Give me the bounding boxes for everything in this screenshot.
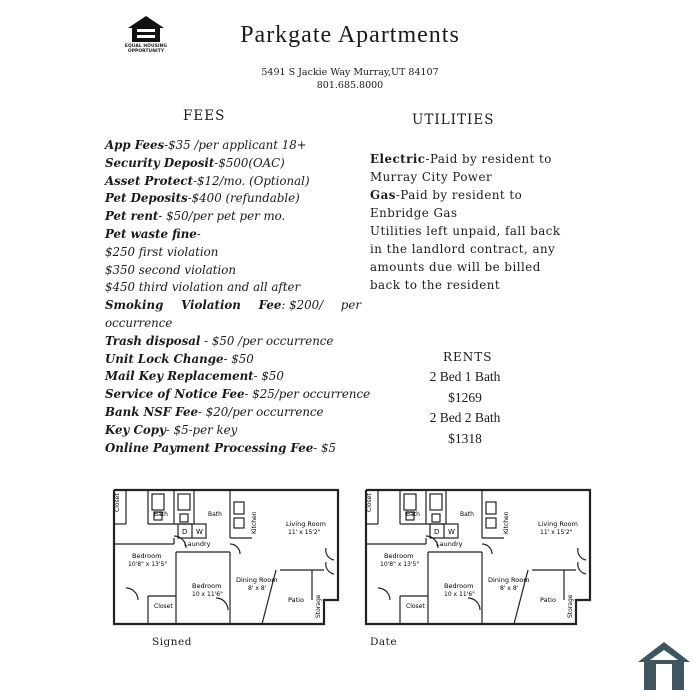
fp-bath-label: Bath	[154, 511, 168, 518]
fee-item	[105, 404, 361, 422]
gas-label: Gas	[370, 188, 396, 202]
fee-text: - $5	[313, 440, 337, 455]
fee-item	[105, 190, 361, 208]
fee-text: - $20/per occurrence	[198, 404, 324, 419]
fp-bedroom1-label: Bedroom	[384, 552, 414, 560]
fee-label: Asset Protect	[105, 173, 194, 188]
smoking-word: : $200/	[281, 298, 324, 313]
fee-item	[105, 244, 361, 262]
fee-text: - $5-per key	[165, 422, 238, 437]
smoking-word: Fee	[258, 298, 282, 313]
floor-plan-1	[112, 488, 340, 628]
fp-laundry-label: Laundry	[184, 540, 211, 548]
fee-label: Pet Deposits	[105, 191, 188, 206]
fp-living-dim: 11' x 15'2"	[288, 529, 321, 536]
fee-label: App Fees	[105, 138, 165, 152]
gas-text: -Paid by resident to Enbridge Gas	[370, 188, 523, 220]
fee-label: Trash disposal	[105, 333, 201, 348]
fp-closet-label: Closet	[366, 493, 373, 512]
fp-closet2-label: Closet	[406, 603, 425, 610]
electric-text: -Paid by resident to Murray City Power	[370, 152, 552, 184]
fp-bath-label-2: Bath	[208, 511, 222, 518]
fee-item	[105, 333, 361, 351]
logo-line1: EQUAL HOUSING	[124, 44, 168, 49]
fp-storage-label: Storage	[567, 594, 574, 618]
electric-label: Electric	[370, 152, 426, 166]
fp-closet2-label: Closet	[154, 603, 173, 610]
house-icon	[124, 14, 168, 44]
fp-living-label: Living Room	[286, 520, 326, 528]
fee-item	[105, 440, 361, 458]
fp-bedroom1-label: Bedroom	[132, 552, 162, 560]
logo-line2: OPPORTUNITY	[127, 49, 165, 54]
fee-label: Mail Key Replacement	[105, 369, 254, 384]
smoking-word: per	[340, 298, 361, 313]
smoking-fee-item	[105, 297, 361, 315]
fp-dining-label: Dining Room	[236, 576, 278, 584]
page-title: Parkgate Apartments	[240, 22, 460, 48]
utilities-heading: UTILITIES	[412, 112, 495, 128]
fee-label: Security Deposit	[105, 155, 215, 170]
date-label: Date	[370, 636, 398, 648]
floor-plan-drawing	[364, 488, 592, 628]
fee-item	[105, 155, 361, 173]
fp-bedroom1-dim: 10'8" x 13'5"	[128, 561, 168, 568]
fp-patio-label: Patio	[288, 596, 304, 604]
fp-bath-label-2: Bath	[460, 511, 474, 518]
fee-label: Bank NSF Fee	[105, 404, 198, 419]
rent-price-2: $1318	[448, 430, 482, 446]
fp-bedroom2-dim: 10 x 11'6"	[444, 591, 475, 598]
fee-item	[105, 279, 361, 297]
rent-plan-1: 2 Bed 1 Bath	[429, 369, 501, 384]
phone: 801.685.8000	[316, 80, 384, 91]
smoking-word: Smoking	[105, 298, 164, 313]
fee-label: Online Payment Processing Fee	[105, 440, 314, 455]
fee-text: - $25/per occurrence	[244, 387, 371, 402]
address: 5491 S Jackie Way Murray,UT 84107	[261, 67, 439, 78]
fee-item	[105, 351, 361, 369]
fee-item	[105, 422, 361, 440]
fee-label: Unit Lock Change	[105, 351, 224, 366]
fp-dining-label: Dining Room	[488, 576, 530, 584]
fee-text: - $50	[253, 369, 284, 384]
fee-text: - $50	[223, 351, 254, 366]
floor-plan-drawing	[112, 488, 340, 628]
rents-block	[400, 367, 530, 449]
floor-plan-2	[364, 488, 592, 628]
fee-item	[105, 226, 361, 244]
fp-washer-label: W	[448, 528, 455, 536]
fee-text: -$400 (refundable)	[187, 191, 300, 206]
smoking-word: Violation	[181, 298, 241, 313]
fp-laundry-label: Laundry	[436, 540, 463, 548]
fp-bedroom2-label: Bedroom	[192, 582, 222, 590]
fee-item	[105, 173, 361, 191]
rents-heading: RENTS	[443, 350, 493, 364]
fee-text: -$35 /per applicant 18+	[164, 138, 307, 152]
fp-patio-label: Patio	[540, 596, 556, 604]
fp-bath-label: Bath	[406, 511, 420, 518]
fee-text: - $50 /per occurrence	[200, 333, 334, 348]
fee-label: Pet waste fine	[105, 226, 197, 241]
fee-text: -$12/mo. (Optional)	[193, 173, 310, 188]
electric-item	[370, 150, 570, 186]
fp-living-dim: 11' x 15'2"	[540, 529, 573, 536]
utilities-note: Utilities left unpaid, fall back in the landlord contract, any amounts due will be billed back to the resident	[370, 224, 561, 292]
fp-bedroom1-dim: 10'8" x 13'5"	[380, 561, 420, 568]
fp-storage-label: Storage	[315, 594, 322, 618]
rent-price-1: $1269	[448, 389, 482, 405]
fee-item	[105, 368, 361, 386]
fp-bedroom2-dim: 10 x 11'6"	[192, 591, 223, 598]
gas-item	[370, 186, 570, 222]
utilities-block	[370, 150, 570, 294]
fee-item	[105, 386, 371, 404]
fee-label: Pet rent	[105, 209, 159, 224]
fp-kitchen-label: Kitchen	[251, 511, 258, 534]
fee-item	[105, 208, 361, 226]
fee-text: - $50/per pet per mo.	[158, 209, 286, 224]
fee-item	[105, 315, 361, 333]
fee-text: -	[196, 226, 201, 241]
fp-dining-dim: 8' x 8'	[500, 585, 519, 592]
equal-housing-logo	[124, 14, 168, 54]
fee-label: Service of Notice Fee	[105, 387, 245, 402]
fees-heading: FEES	[183, 108, 226, 124]
fp-washer-label: W	[196, 528, 203, 536]
fp-dryer-label: D	[434, 528, 440, 536]
fee-text: $250 first violation	[105, 244, 219, 259]
fee-item	[105, 262, 361, 280]
fp-dining-dim: 8' x 8'	[248, 585, 267, 592]
fees-list	[105, 137, 371, 457]
fp-bedroom2-label: Bedroom	[444, 582, 474, 590]
fee-text: $350 second violation	[105, 262, 236, 277]
fp-living-label: Living Room	[538, 520, 578, 528]
fp-kitchen-label: Kitchen	[503, 511, 510, 534]
fp-dryer-label: D	[182, 528, 188, 536]
fp-closet-label: Closet	[114, 493, 121, 512]
fee-text: -$500(OAC)	[214, 155, 285, 170]
fee-text: $450 third violation and all after	[105, 280, 301, 295]
signed-label: Signed	[152, 636, 192, 648]
address-block	[200, 66, 500, 92]
fee-label: Key Copy	[105, 422, 166, 437]
fee-text: occurrence	[105, 315, 173, 330]
fee-item	[105, 137, 361, 155]
rent-plan-2: 2 Bed 2 Bath	[429, 410, 501, 425]
corner-house-icon	[636, 640, 692, 696]
